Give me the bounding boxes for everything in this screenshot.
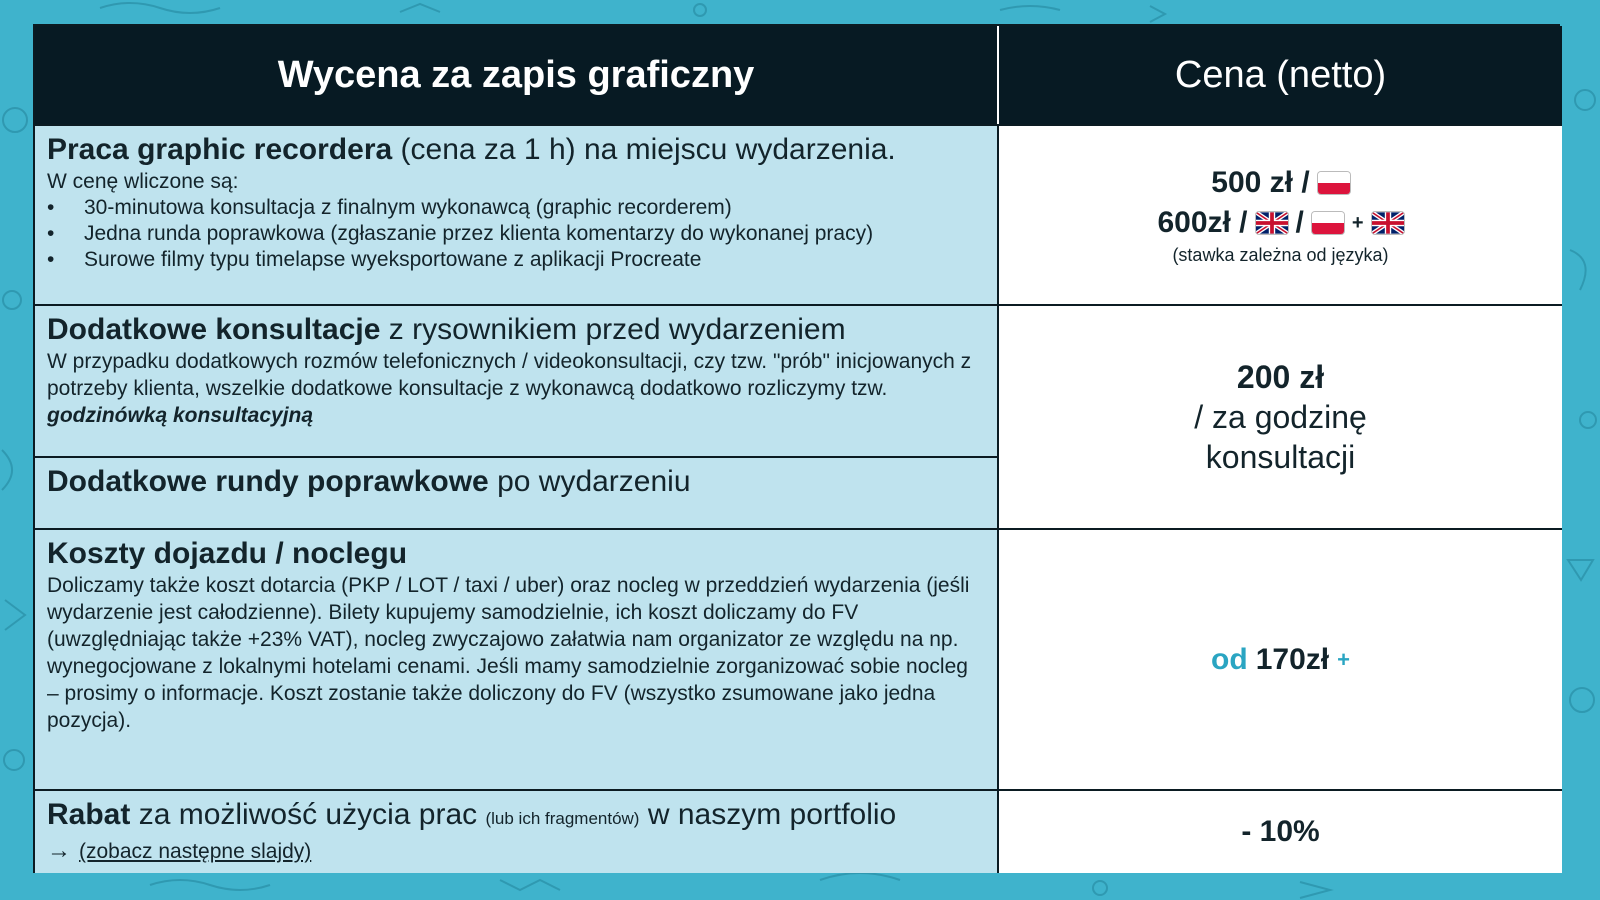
price-200: 200 zł [1236, 359, 1325, 395]
row-dojazd-title-bold: Koszty dojazdu / noclegu [47, 537, 408, 570]
row-konsultacje-description [35, 304, 999, 456]
row-rundy-title [47, 464, 985, 500]
row-rundy-title-rest: po wydarzeniu [488, 465, 691, 498]
price-amount: 170zł [1255, 642, 1330, 676]
row-dojazd-title [47, 536, 985, 572]
row-rabat-title-small: (lub ich fragmentów) [485, 809, 640, 828]
header-price: Cena (netto) [999, 26, 1562, 124]
row-rundy-description [35, 456, 999, 528]
price-discount: - 10% [1241, 815, 1320, 848]
list-item: • Jedna runda poprawkowa (zgłaszanie przez klienta komentarzy do wykonanej pracy) [47, 221, 985, 247]
row-rabat-title-rest: za możliwość użycia prac [130, 798, 486, 831]
price-unit-line: / za godzinę [1194, 399, 1367, 435]
row-konsultacje-body-text: W przypadku dodatkowych rozmów telefonicznych / videokonsultacji, czy tzw. "prób" inicjowanych z potrzeby klienta, wszelkie dodatkowe konsultacje z wykonawcą dodatkowo rozliczymy tzw. [47, 350, 972, 400]
row-rundy-title-bold: Dodatkowe rundy poprawkowe [47, 465, 489, 498]
price-500: 500 zł / [1211, 166, 1310, 199]
pricing-table [33, 24, 1560, 873]
header-service: Wycena za zapis graficzny [35, 26, 999, 124]
price-plus: + [1351, 212, 1364, 234]
list-item: • Surowe filmy typu timelapse wyeksportowane z aplikacji Procreate [47, 247, 985, 273]
row-rabat-title-end: w naszym portfolio [639, 798, 897, 831]
price-prefix: od [1211, 642, 1248, 676]
price-separator: / [1295, 206, 1304, 239]
row-dojazd-description [35, 528, 999, 789]
next-slides-link[interactable]: (zobacz następne slajdy) [79, 840, 312, 863]
row-konsultacje-title [47, 312, 985, 348]
uk-flag-icon [1372, 212, 1404, 234]
row-praca-title-bold: Praca graphic recordera [47, 133, 393, 166]
row-praca-intro: W cenę wliczone są: [47, 170, 239, 193]
row-konsultacje-body [47, 348, 985, 429]
price-line-2 [1157, 203, 1403, 243]
price-unit-line-2: konsultacji [1205, 439, 1356, 475]
row-rabat-description [35, 789, 999, 873]
price-note: (stawka zależna od języka) [1172, 245, 1389, 265]
uk-flag-icon [1256, 212, 1288, 234]
konsultacje-rundy-price [999, 304, 1562, 528]
row-rabat-title-bold: Rabat [47, 798, 131, 831]
row-praca-title [47, 132, 985, 168]
poland-flag-icon [1318, 172, 1350, 194]
row-konsultacje-title-bold: Dodatkowe konsultacje [47, 313, 381, 346]
row-praca-description [35, 124, 999, 304]
price-plus: + [1337, 646, 1350, 672]
row-dojazd-price [999, 528, 1562, 789]
price-170 [1211, 640, 1350, 680]
row-rabat-price [999, 789, 1562, 873]
price-line-1 [1211, 163, 1349, 203]
row-praca-bullets [47, 195, 985, 273]
row-rabat-link-line [47, 837, 985, 865]
row-konsultacje-title-rest: z rysownikiem przed wydarzeniem [380, 313, 846, 346]
arrow-right-icon: → [47, 837, 71, 864]
row-konsultacje-emphasis: godzinówką konsultacyjną [47, 404, 314, 427]
row-praca-title-rest: (cena za 1 h) na miejscu wydarzenia. [392, 133, 896, 166]
price-600: 600zł / [1157, 206, 1248, 239]
row-dojazd-body: Doliczamy także koszt dotarcia (PKP / LOT / taxi / uber) oraz nocleg w przeddzień wydarzenia (jeśli wydarzenie jest całodzienne). Bilety kupujemy samodzielnie, ich koszt doliczamy do FV (uwzględniając także +23% VAT), nocleg zwyczajowo załatwia nam organizator ze względu na np. wynegocjowane z lokalnymi hotelami cenami. Jeśli mamy samodzielnie zorganizować sobie nocleg – prosimy o informacje. Koszt zostanie także doliczony do FV (wszystko zsumowane jako jedna pozycja). [47, 574, 970, 732]
row-praca-price [999, 124, 1562, 304]
row-rabat-title [47, 797, 985, 837]
list-item: • 30-minutowa konsultacja z finalnym wykonawcą (graphic recorderem) [47, 195, 985, 221]
poland-flag-icon [1312, 212, 1344, 234]
